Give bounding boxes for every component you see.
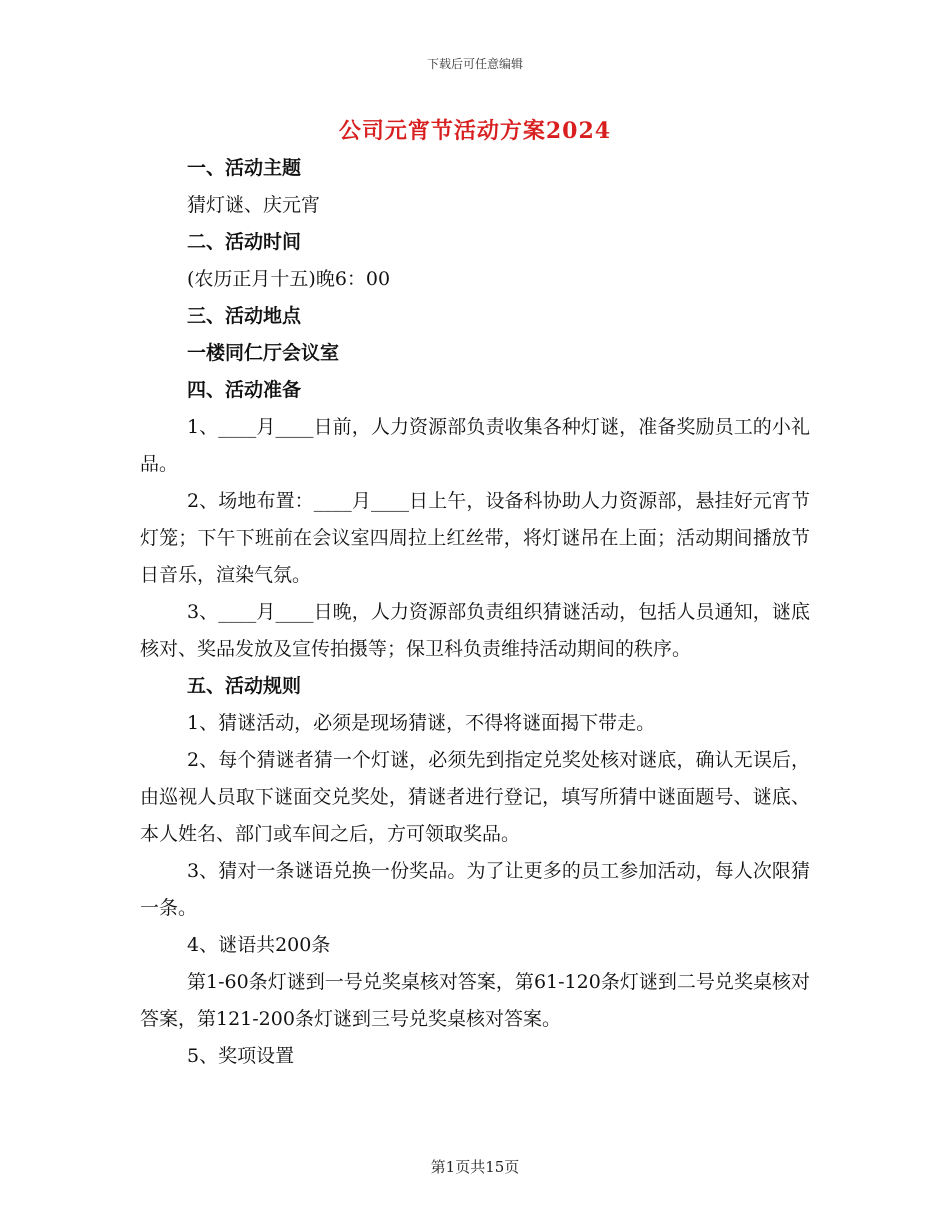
section-heading-preparation: 四、活动准备 bbox=[187, 379, 302, 401]
time-text: (农历正月十五)晚6：00 bbox=[187, 268, 391, 290]
header-note: 下载后可任意编辑 bbox=[426, 57, 523, 71]
rule-item-4: 4、谜语共200条 bbox=[187, 934, 331, 956]
preparation-item-3: 3、____月____日晚，人力资源部负责组织猜谜活动，包括人员通知，谜底核对、奖品发放及宣传拍摄等；保卫科负责维持活动期间的秩序。 bbox=[140, 601, 810, 660]
section-heading-theme: 一、活动主题 bbox=[187, 157, 302, 179]
section-heading-time: 二、活动时间 bbox=[187, 231, 302, 253]
page-footer: 第1页共15页 bbox=[430, 1158, 520, 1176]
document-body bbox=[140, 150, 810, 1075]
rule-item-5: 5、奖项设置 bbox=[187, 1045, 295, 1067]
preparation-item-2: 2、场地布置：____月____日上午，设备科协助人力资源部，悬挂好元宵节灯笼；下午下班前在会议室四周拉上红丝带，将灯谜吊在上面；活动期间播放节日音乐，渲染气氛。 bbox=[140, 490, 810, 586]
rule-item-2: 2、每个猜谜者猜一个灯谜，必须先到指定兑奖处核对谜底，确认无误后，由巡视人员取下谜面交兑奖处，猜谜者进行登记，填写所猜中谜面题号、谜底、本人姓名、部门或车间之后，方可领取奖品。 bbox=[140, 749, 810, 845]
rule-item-1: 1、猜谜活动，必须是现场猜谜，不得将谜面揭下带走。 bbox=[187, 712, 656, 734]
rule-item-4-detail: 第1-60条灯谜到一号兑奖桌核对答案，第61-120条灯谜到二号兑奖桌核对答案，第121-200条灯谜到三号兑奖桌核对答案。 bbox=[140, 971, 810, 1030]
section-heading-rules: 五、活动规则 bbox=[187, 675, 302, 697]
preparation-item-1: 1、____月____日前，人力资源部负责收集各种灯谜，准备奖励员工的小礼品。 bbox=[140, 416, 810, 475]
section-heading-location: 三、活动地点 bbox=[187, 305, 302, 327]
theme-text: 猜灯谜、庆元宵 bbox=[187, 194, 321, 216]
rule-item-3: 3、猜对一条谜语兑换一份奖品。为了让更多的员工参加活动，每人次限猜一条。 bbox=[140, 860, 810, 919]
location-text: 一楼同仁厅会议室 bbox=[187, 342, 340, 364]
document-title: 公司元宵节活动方案2024 bbox=[338, 118, 612, 144]
